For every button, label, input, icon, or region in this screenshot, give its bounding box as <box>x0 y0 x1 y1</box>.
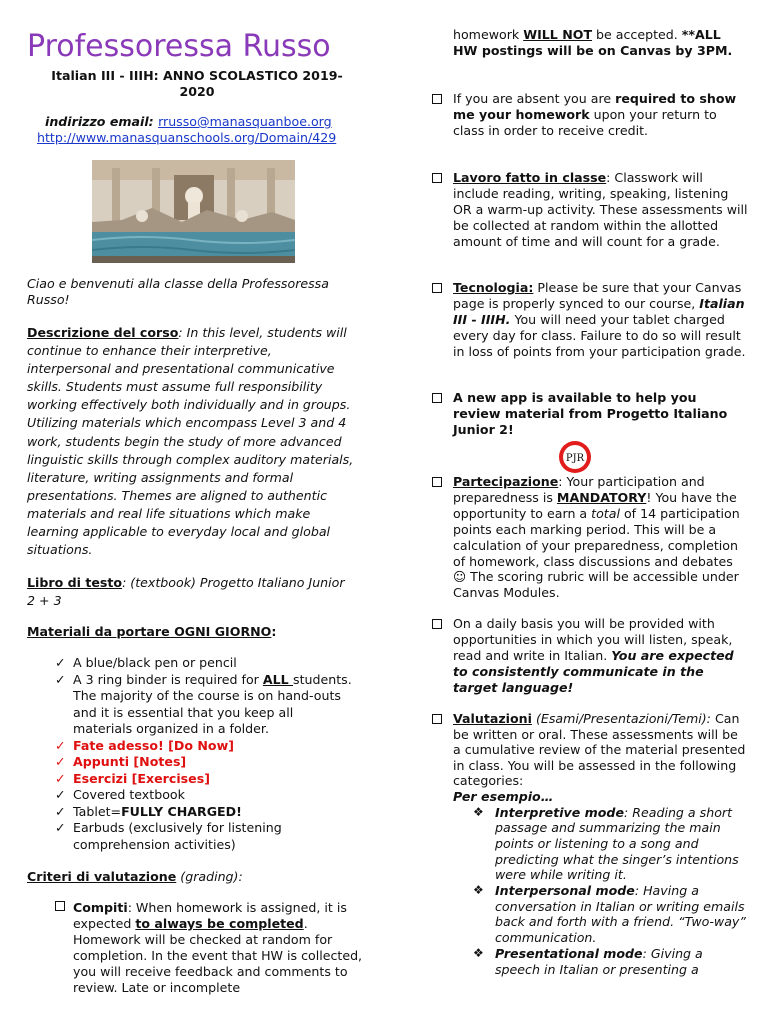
email-label: indirizzo email: <box>45 114 154 129</box>
list-item <box>55 804 355 821</box>
homework-continued <box>453 27 748 59</box>
material-text: Covered textbook <box>73 787 185 802</box>
participation-text: of 14 participation points each marking period. This will be a calculation of your preparedness, completion of homework, class discussions and debates ☺ The scoring rubric will be accessible under Canvas Modules. <box>453 505 740 601</box>
checkbox-bullet-icon <box>432 283 442 293</box>
checkbox-bullet-icon <box>432 173 442 183</box>
total-emphasis: total <box>591 505 620 521</box>
material-emphasis: FULLY CHARGED! <box>121 803 242 819</box>
course-description-label: Descrizione del corso <box>27 325 179 340</box>
checkmark-icon: ✓ <box>55 770 66 786</box>
mode-text: : Giving a speech in Italian or presenting a <box>495 945 703 977</box>
material-text: A 3 ring binder is required for <box>73 671 263 687</box>
list-item <box>55 738 355 755</box>
classwork-policy <box>430 170 748 250</box>
technology-label: Tecnologia: <box>453 280 534 295</box>
list-item <box>55 787 355 804</box>
textbook-info <box>27 574 347 610</box>
trevi-fountain-photo <box>92 160 295 263</box>
material-text: Earbuds (exclusively for listening comprehension activities) <box>73 820 282 852</box>
list-item <box>55 655 355 672</box>
participation-label: Partecipazione <box>453 474 559 489</box>
textbook-label: Libro di testo <box>27 575 123 590</box>
assessments-policy <box>430 711 748 977</box>
diamond-bullet-icon: ❖ <box>473 883 484 898</box>
technology-text: Please be sure that your Canvas page is properly synced to our course, <box>453 280 742 312</box>
checkmark-icon: ✓ <box>55 787 66 802</box>
app-announcement <box>430 390 748 438</box>
participation-policy <box>430 474 748 601</box>
absence-text: If you are absent you are <box>453 91 616 106</box>
diamond-bullet-icon: ❖ <box>473 945 484 960</box>
technology-policy <box>430 280 748 360</box>
list-item <box>55 672 355 738</box>
materials-label: Materiali da portare OGNI GIORNO <box>27 624 272 639</box>
checkbox-bullet-icon <box>432 619 442 629</box>
mode-text: : Reading a short passage and summarizing the main points or listening to a song and predicting what the singer’s intentions were while writing it. <box>495 804 739 883</box>
checkmark-icon: ✓ <box>55 655 66 670</box>
assessments-label: Valutazioni <box>453 711 532 726</box>
welcome-text: Ciao e benvenuti alla classe della Professoressa Russo! <box>27 276 329 308</box>
material-text: Tablet= <box>73 803 122 819</box>
checkmark-icon: ✓ <box>55 671 66 687</box>
email-link[interactable]: rrusso@manasquanboe.org <box>158 114 332 129</box>
list-item <box>473 883 748 946</box>
app-text: A new app is available to help you review material from Progetto Italiano Junior 2! <box>453 390 728 438</box>
daily-text: On a daily basis you will be provided with opportunities in which you will listen, speak, read and write in Italian. <box>453 616 733 663</box>
checkmark-icon: ✓ <box>55 754 66 769</box>
course-subtitle: Italian III - IIIH: ANNO SCOLASTICO 2019-2020 <box>51 68 343 99</box>
mode-label: Presentational mode <box>495 945 643 961</box>
material-emphasis: ALL <box>262 671 294 687</box>
participation-text: : Your participation and preparedness is <box>453 474 705 505</box>
mode-label: Interpretive mode <box>495 804 624 820</box>
email-line <box>45 114 332 130</box>
homework-label: Compiti <box>73 900 128 915</box>
list-item <box>55 754 355 771</box>
list-item <box>55 820 355 853</box>
absence-emphasis: required to show me your homework <box>453 91 737 123</box>
grading-text: (grading): <box>176 869 243 884</box>
canvas-posting-note: **ALL HW postings will be on Canvas by 3PM. <box>453 27 733 59</box>
examples-heading: Per esempio… <box>453 788 554 804</box>
diamond-bullet-icon: ❖ <box>473 804 484 819</box>
assessments-types: (Esami/Presentazioni/Temi): <box>531 711 711 726</box>
daily-emphasis: You are expected to consistently communicate in the target language! <box>453 647 734 695</box>
homework-emphasis: to always be completed <box>135 916 304 932</box>
checkbox-bullet-icon <box>432 714 442 724</box>
material-text: Esercizi [Exercises] <box>73 770 210 786</box>
list-item <box>473 946 748 977</box>
homework-text: homework <box>453 27 524 42</box>
list-item <box>55 771 355 788</box>
mode-text: : Having a conversation in Italian or writing emails back and forth with a friend. “Two-way” communication. <box>495 883 746 946</box>
material-text: Fate adesso! [Do Now] <box>73 737 234 753</box>
grading-heading <box>27 869 357 885</box>
absence-text: upon your return to class in order to receive credit. <box>453 107 717 139</box>
classwork-label: Lavoro fatto in classe <box>453 170 607 185</box>
material-text: students. The majority of the course is on hand-outs and it is essential that you keep all materials organized in a folder. <box>73 671 352 736</box>
material-text: A blue/black pen or pencil <box>73 655 237 670</box>
checkbox-bullet-icon <box>432 393 442 403</box>
homework-text: . Homework will be checked at random for completion. In the event that HW is collected, you will receive feedback and comments to review. Late or incomplete <box>73 916 363 996</box>
course-description <box>27 324 359 559</box>
website-line <box>37 130 336 146</box>
mode-label: Interpersonal mode <box>495 883 635 899</box>
list-item <box>473 805 748 884</box>
classwork-text: : Classwork will include reading, writing, speaking, listening OR a warm-up activity. These assessments will be collected at random within the allotted amount of time and will count for a grade. <box>453 170 748 250</box>
technology-text: You will need your tablet charged every day for class. Failure to do so will result in loss of points from your participation grade. <box>453 312 746 360</box>
material-text: Appunti [Notes] <box>73 754 187 769</box>
homework-policy <box>55 900 365 997</box>
mandatory-emphasis: MANDATORY <box>556 489 647 505</box>
checkbox-bullet-icon <box>432 477 442 487</box>
grading-label: Criteri di valutazione <box>27 869 177 884</box>
participation-text: ! You have the opportunity to earn a <box>453 489 737 521</box>
assessments-text: Can be written or oral. These assessments will be a cumulative review of the material presented in class. You will be assessed in the following categories: <box>453 711 746 789</box>
course-description-text: : In this level, students will continue to enhance their interpretive, interpersonal and presentational communicative skills. Students must assume full responsibility working effectively both individually and in groups. Utilizing materials which encompass Level 3 and 4 work, students begin the study of more advanced linguistic skills through complex auditory materials, literature, writing assignments and formal presentations. Themes are aligned to authentic materials and real life situations which make learning applicable to everyday local and global situations. <box>27 325 354 558</box>
page-title: Professoressa Russo <box>27 29 331 64</box>
checkmark-icon: ✓ <box>55 803 66 819</box>
pjr-logo-text: PJR <box>565 453 585 464</box>
textbook-text: : (textbook) Progetto Italiano Junior 2 + 3 <box>27 575 345 608</box>
homework-text: : When homework is assigned, it is expected <box>73 900 347 932</box>
course-name: Italian III - IIIH. <box>453 296 745 328</box>
absence-policy <box>430 91 748 139</box>
pjr-app-logo[interactable] <box>558 440 592 474</box>
materials-colon: : <box>271 624 277 639</box>
checkmark-icon: ✓ <box>55 820 66 835</box>
checkmark-icon: ✓ <box>55 737 66 753</box>
website-link[interactable]: http://www.manasquanschools.org/Domain/429 <box>37 130 337 145</box>
checkbox-bullet-icon <box>55 901 65 911</box>
homework-text: be accepted. <box>592 27 682 42</box>
materials-list <box>55 655 355 853</box>
materials-heading <box>27 624 357 640</box>
daily-communication <box>430 616 748 696</box>
will-not-emphasis: WILL NOT <box>523 27 593 42</box>
modes-list <box>473 805 748 978</box>
checkbox-bullet-icon <box>432 94 442 104</box>
